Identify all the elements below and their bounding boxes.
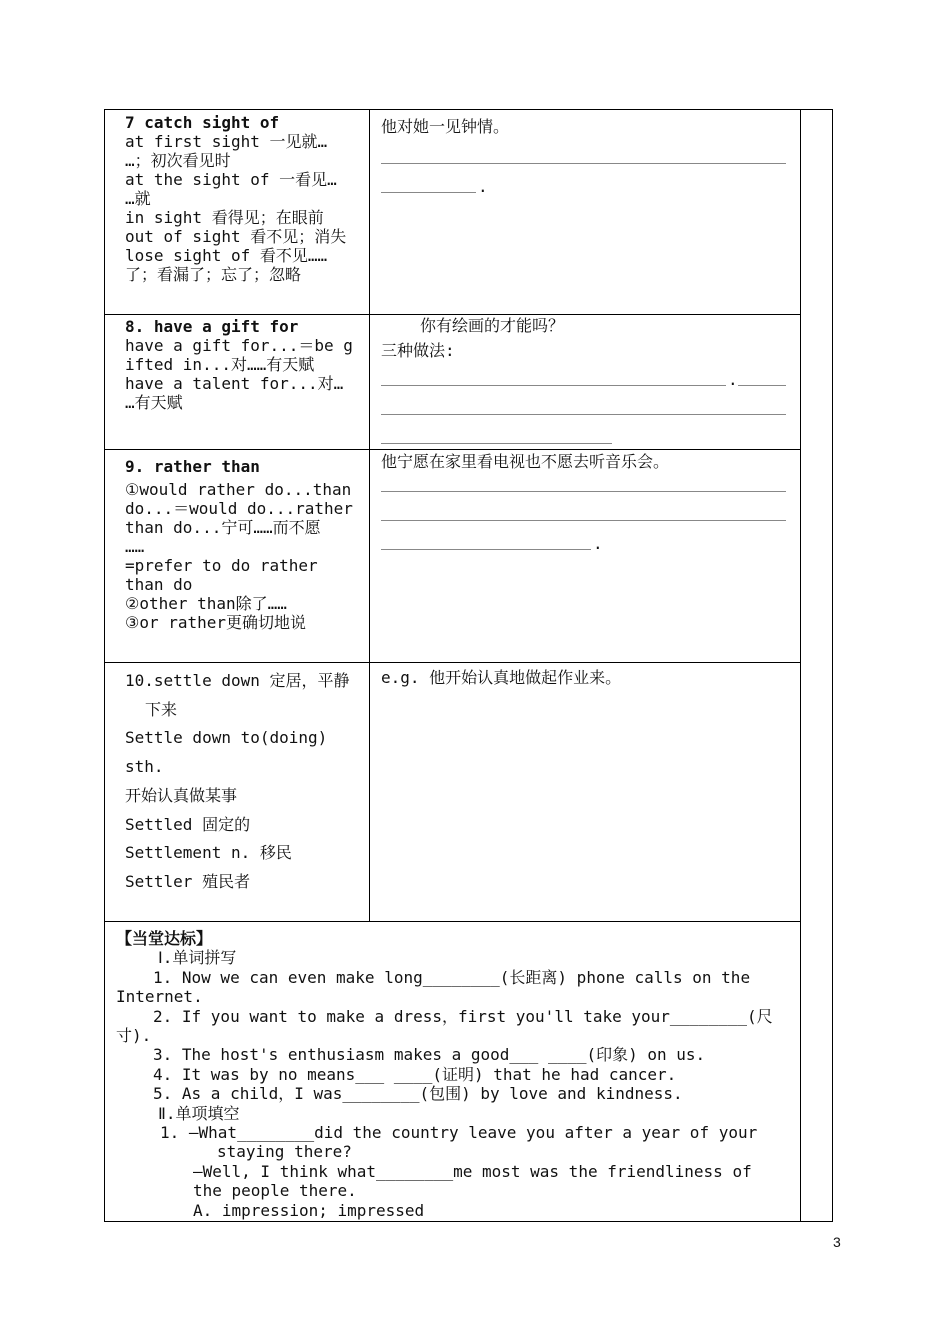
table-row (125, 667, 361, 897)
table-right-border (800, 109, 801, 1222)
question-line: Internet. (116, 987, 203, 1007)
question-line: 1. Now we can even make long________(长距离) phone calls on the (153, 967, 751, 987)
part-title: Ⅱ.单项填空 (158, 1103, 240, 1123)
practice-section (116, 929, 792, 1220)
row-divider (104, 314, 801, 315)
question-line: 4. It was by no means___ ____(证明) that he had cancer. (153, 1064, 677, 1084)
answer-blank[interactable] (381, 414, 786, 415)
page-number: 3 (833, 1234, 841, 1250)
column-divider (369, 109, 370, 922)
note-line: have a talent for...对… (125, 374, 344, 393)
table-row (125, 113, 361, 284)
note-line: at first sight 一见就… (125, 132, 328, 151)
note-line: 了；看漏了；忘了；忽略 (125, 265, 302, 284)
note-line: Settle down to(doing) (125, 728, 328, 748)
note-line: 开始认真做某事 (125, 785, 238, 805)
phrase-heading: 10.settle down 定居，平静 (125, 671, 350, 690)
note-line: Settled 固定的 (125, 814, 251, 834)
question-line: the people there. (193, 1181, 357, 1201)
question-line: 3. The host's enthusiasm makes a good___ ____(印象) on us. (153, 1045, 706, 1065)
note-line: out of sight 看不见；消失 (125, 227, 347, 246)
row-divider (104, 449, 801, 450)
note-line: 下来 (145, 699, 178, 719)
answer-blank[interactable] (381, 385, 726, 386)
row-divider (104, 921, 801, 922)
note-line: =prefer to do rather (125, 556, 318, 575)
note-line: Settlement n. 移民 (125, 843, 292, 863)
note-line: than do (125, 575, 193, 594)
phrase-heading: 7 catch sight of (125, 113, 280, 132)
sentence-period: . (728, 370, 738, 389)
note-line: than do...宁可……而不愿 (125, 518, 321, 537)
exercise-prompt: 他对她一见钟情。 (381, 117, 510, 136)
part-title: Ⅰ.单词拼写 (158, 948, 237, 968)
section-title: 【当堂达标】 (116, 929, 213, 948)
answer-blank[interactable] (381, 192, 476, 193)
note-line: …… (125, 537, 145, 556)
question-line: 1. —What________did the country leave you after a year of your (160, 1123, 758, 1143)
answer-blank[interactable] (381, 520, 786, 521)
sentence-period: . (478, 177, 488, 196)
note-line: …有天赋 (125, 393, 183, 412)
question-line: —Well, I think what________me most was the friendliness of (193, 1161, 752, 1181)
note-line: ①would rather do...than (125, 480, 352, 499)
exercise-note: 三种做法: (381, 341, 455, 360)
note-line: Settler 殖民者 (125, 871, 251, 891)
question-line: staying there? (217, 1142, 352, 1162)
note-line: …就 (125, 189, 151, 208)
note-line: at the sight of 一看见… (125, 170, 337, 189)
note-line: lose sight of 看不见…… (125, 246, 328, 265)
note-line: ②other than除了…… (125, 594, 287, 613)
phrase-heading: 8. have a gift for (125, 317, 299, 336)
exercise-prompt: 你有绘画的才能吗？ (420, 316, 565, 335)
row-divider (104, 662, 801, 663)
note-line: ③or rather更确切地说 (125, 613, 307, 632)
answer-blank[interactable] (381, 443, 612, 444)
note-line: do...＝would do...rather (125, 499, 353, 518)
note-line: ifted in...对……有天赋 (125, 355, 315, 374)
answer-blank[interactable] (381, 491, 786, 492)
table-row (125, 317, 361, 412)
note-line: …；初次看见时 (125, 151, 231, 170)
table-row (125, 457, 361, 632)
question-line: 寸). (116, 1026, 152, 1046)
answer-blank[interactable] (381, 549, 591, 550)
question-line: 5. As a child，I was________(包围) by love and kindness. (153, 1084, 683, 1104)
answer-blank[interactable] (738, 385, 786, 386)
note-line: in sight 看得见；在眼前 (125, 208, 324, 227)
exercise-prompt: 他宁愿在家里看电视也不愿去听音乐会。 (381, 452, 670, 471)
note-line: sth. (125, 757, 164, 777)
question-line: 2. If you want to make a dress，first you'll take your________(尺 (153, 1006, 773, 1026)
sentence-period: . (593, 534, 603, 553)
note-line: have a gift for...＝be g (125, 336, 353, 355)
answer-option: A. impression; impressed (193, 1200, 425, 1220)
exercise-prompt: e.g. 他开始认真地做起作业来。 (381, 668, 622, 687)
answer-blank[interactable] (381, 163, 786, 164)
phrase-heading: 9. rather than (125, 457, 260, 476)
